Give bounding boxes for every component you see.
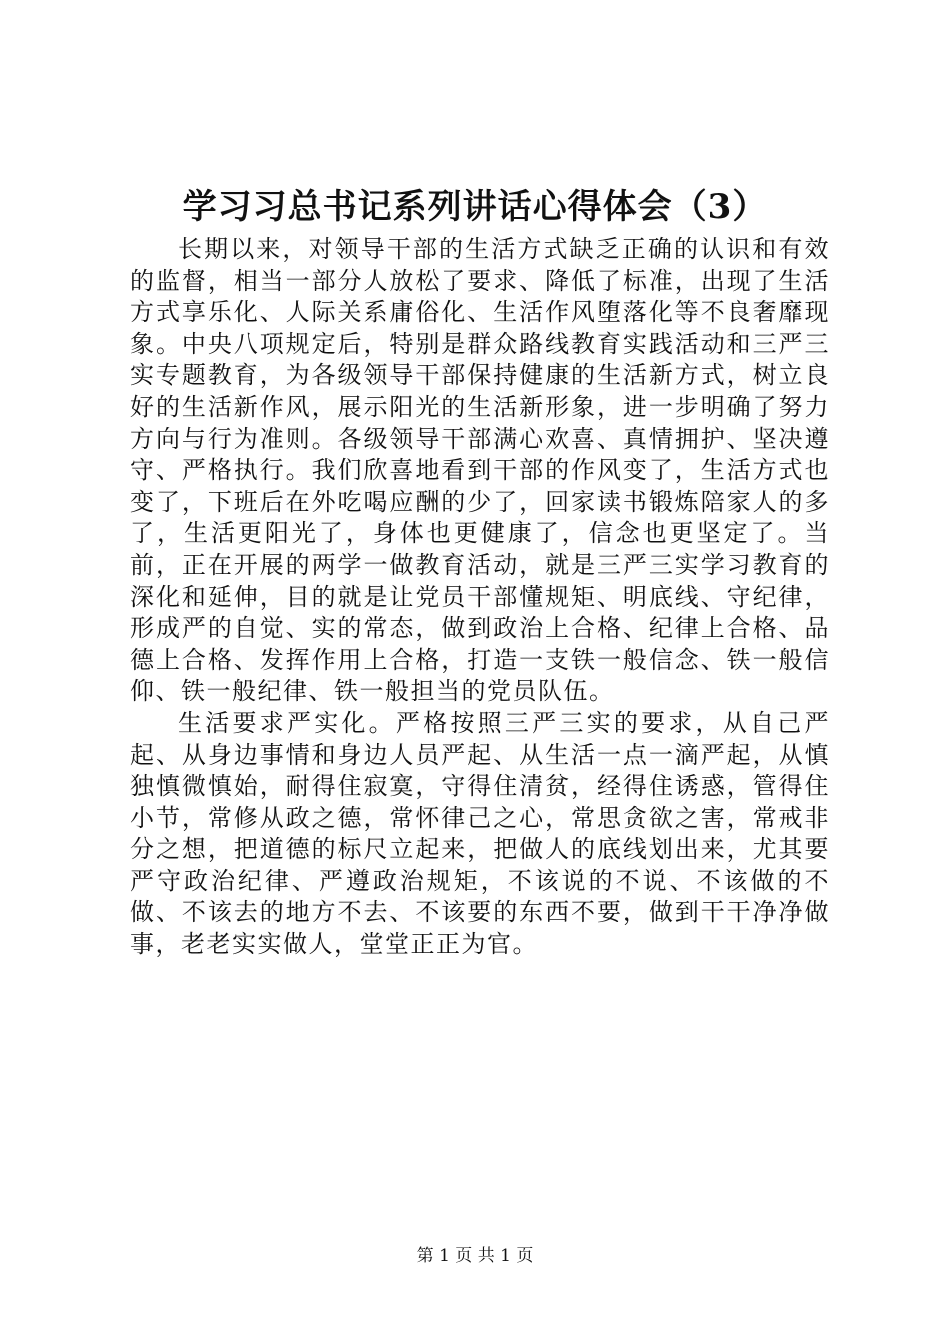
paragraph-2: 生活要求严实化。严格按照三严三实的要求，从自己严起、从身边事情和身边人员严起、从生活一点一滴严起，从慎独慎微慎始，耐得住寂寞，守得住清贫，经得住诱惑，管得住小节，常修从政之德，常怀律己之心，常思贪欲之害，常戒非分之想，把道德的标尺立起来，把做人的底线划出来，尤其要严守政治纪律、严遵政治规矩，不该说的不说、不该做的不做、不该去的地方不去、不该要的东西不要，做到干干净净做事，老老实实做人，堂堂正正为官。 [130, 708, 830, 959]
page-footer: 第 1 页 共 1 页 [416, 1246, 534, 1266]
paragraph-1: 长期以来，对领导干部的生活方式缺乏正确的认识和有效的监督，相当一部分人放松了要求、降低了标准，出现了生活方式享乐化、人际关系庸俗化、生活作风堕落化等不良奢靡现象。中央八项规定后，特别是群众路线教育实践活动和三严三实专题教育，为各级领导干部保持健康的生活新方式，树立良好的生活新作风，展示阳光的生活新形象，进一步明确了努力方向与行为准则。各级领导干部满心欢喜、真情拥护、坚决遵守、严格执行。我们欣喜地看到干部的作风变了，生活方式也变了，下班后在外吃喝应酬的少了，回家读书锻炼陪家人的多了，生活更阳光了，身体也更健康了，信念也更坚定了。当前，正在开展的两学一做教育活动，就是三严三实学习教育的深化和延伸，目的就是让党员干部懂规矩、明底线、守纪律，形成严的自觉、实的常态，做到政治上合格、纪律上合格、品德上合格、发挥作用上合格，打造一支铁一般信念、铁一般信仰、铁一般纪律、铁一般担当的党员队伍。 [130, 235, 830, 706]
document-body [130, 234, 830, 961]
document-title: 学习习总书记系列讲话心得体会（3） [182, 187, 768, 227]
